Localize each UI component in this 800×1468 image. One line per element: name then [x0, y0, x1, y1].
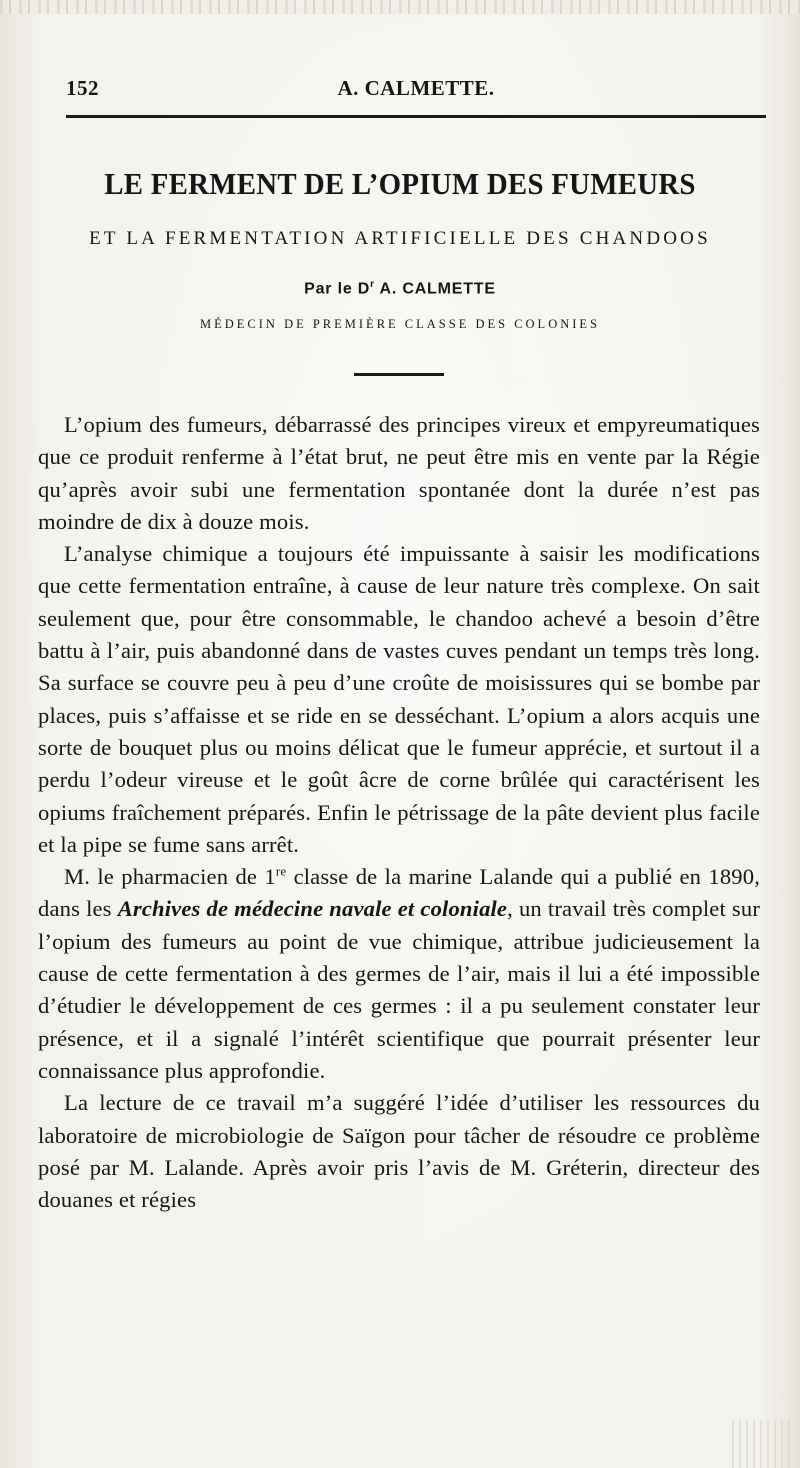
paragraph-2: L’analyse chimique a toujours été impuissante à saisir les modifications que cette fermentation entraîne, à cause de leur nature très complexe. On sait seulement que, pour être consommable, le chandoo achevé a besoin d’être battu à l’air, puis abandonné dans de vastes cuves pendant un temps très long. Sa surface se couvre peu à peu d’une croûte de moisissures qui se bombe par places, puis s’affaisse et se ride en se desséchant. L’opium a alors acquis une sorte de bouquet plus ou moins délicat que le fumeur apprécie, et surtout il a perdu l’odeur vireuse et le goût âcre de corne brûlée qui caractérisent les opiums fraîchement préparés. Enfin le pétrissage de la pâte devient plus facile et la pipe se fume sans arrêt.: [38, 541, 760, 857]
article-subtitle: ET LA FERMENTATION ARTIFICIELLE DES CHANDOOS: [89, 228, 711, 249]
journal-title: Archives de médecine navale et coloniale: [117, 896, 508, 922]
paragraph-1: L’opium des fumeurs, débarrassé des principes vireux et empyreumatiques que ce produit renferme à l’état brut, ne peut être mis en vente par la Régie qu’après avoir subi une fermentation spontanée dont la durée n’est pas moindre de dix à douze mois.: [38, 412, 760, 534]
paragraph-4: La lecture de ce travail m’a suggéré l’idée d’utiliser les ressources du laboratoire de microbiologie de Saïgon pour tâcher de résoudre ce problème posé par M. Lalande. Après avoir pris l’avis de M. Gréterin, directeur des douanes et régies: [38, 1090, 760, 1213]
scan-edge-artifact: [0, 0, 800, 14]
paragraph-3-superscript: re: [275, 863, 287, 879]
article-body: [38, 409, 760, 1216]
paragraph-3-part-b: classe de la marine Lalande qui a publié en 1890, dans les: [38, 864, 760, 922]
page-number: 152: [66, 76, 99, 100]
paragraph-3-part-a: M. le pharmacien de 1: [64, 864, 276, 890]
scan-margin-artifact: [732, 1420, 792, 1468]
byline-author: A. CALMETTE: [374, 280, 496, 298]
byline: [60, 279, 740, 298]
running-title: A. CALMETTE.: [337, 76, 495, 100]
article-title: LE FERMENT DE L’OPIUM DES FUMEURS: [104, 166, 696, 201]
title-separator-rule: [354, 373, 444, 376]
paragraph-3-part-c: , un travail très complet sur l’opium des fumeurs au point de vue chimique, attribue judicieusement la cause de cette fermentation à des germes de l’air, mais il lui a été impossible d’étudier le développement de ces germes : il a pu seulement constater leur présence, et il a signalé l’intérêt scientifique que pourrait présenter leur connaissance plus approfondie.: [38, 896, 760, 1083]
header-rule: [66, 115, 766, 118]
byline-prefix: Par le D: [304, 280, 371, 298]
byline-superscript: r: [370, 279, 375, 290]
paragraph-3: [38, 861, 760, 1087]
author-affiliation: MÉDECIN DE PREMIÈRE CLASSE DES COLONIES: [200, 317, 600, 331]
running-head: [66, 74, 766, 104]
